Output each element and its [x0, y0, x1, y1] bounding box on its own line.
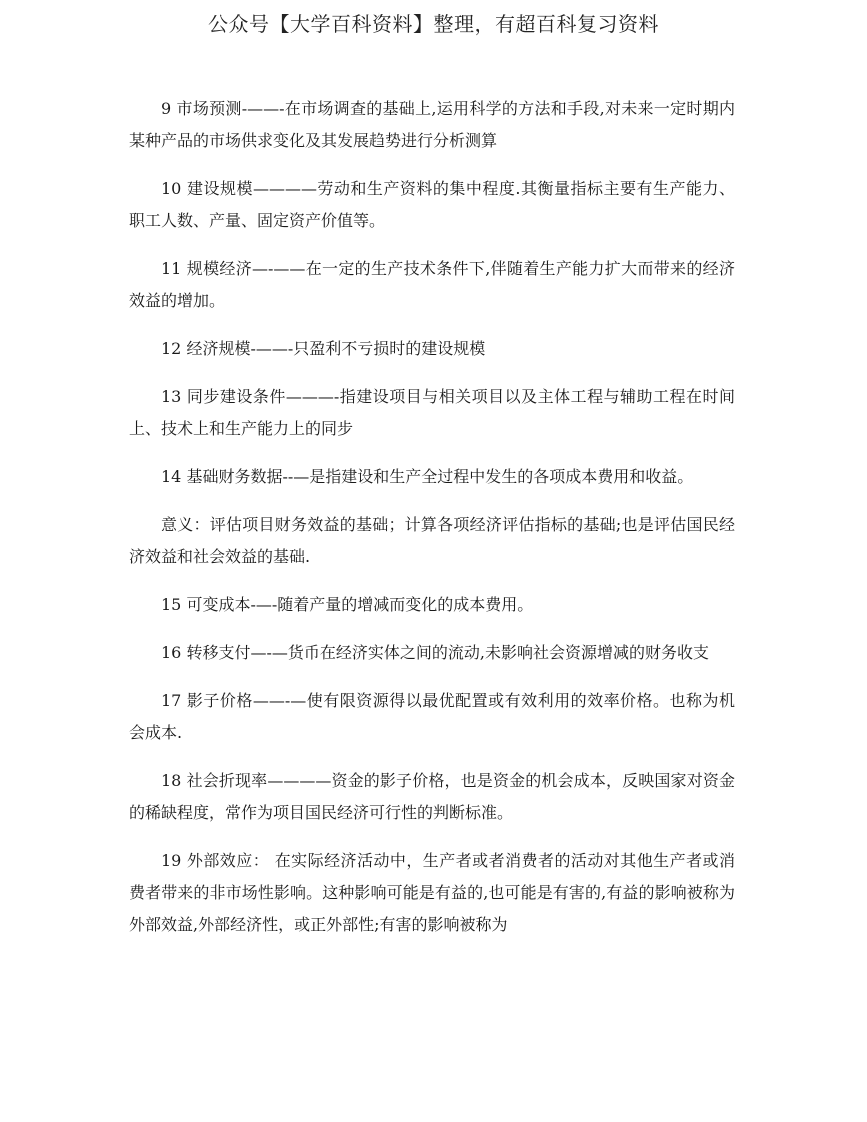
paragraph-transfer-payment: 16 转移支付—-—货币在经济实体之间的流动,未影响社会资源增减的财务收支: [161, 643, 709, 662]
paragraph-sync-construction: 13 同步建设条件———-指建设项目与相关项目以及主体工程与辅助工程在时间上、技术上和生产能力上的同步: [129, 387, 735, 438]
paragraph-economies-of-scale: 11 规模经济—-——在一定的生产技术条件下,伴随着生产能力扩大而带来的经济效益的增加。: [129, 259, 735, 310]
paragraph-construction-scale: 10 建设规模————劳动和生产资料的集中程度.其衡量指标主要有生产能力、职工人数、产量、固定资产价值等。: [129, 179, 735, 230]
paragraph-market-forecast: 9 市场预测-——-在市场调查的基础上,运用科学的方法和手段,对未来一定时期内某种产品的市场供求变化及其发展趋势进行分析测算: [129, 99, 735, 150]
paragraph-basic-financial-data: 14 基础财务数据--—是指建设和生产全过程中发生的各项成本费用和收益。: [161, 467, 694, 486]
paragraph-variable-cost: 15 可变成本-—-随着产量的增减而变化的成本费用。: [161, 595, 534, 614]
document-body: [129, 93, 735, 957]
paragraph-social-discount-rate: 18 社会折现率————资金的影子价格，也是资金的机会成本，反映国家对资金的稀缺程度，常作为项目国民经济可行性的判断标准。: [129, 771, 735, 822]
page-header: 公众号【大学百科资料】整理，有超百科复习资料: [208, 12, 659, 36]
paragraph-economic-scale: 12 经济规模-——-只盈利不亏损时的建设规模: [161, 339, 486, 358]
paragraph-shadow-price: 17 影子价格——-—使有限资源得以最优配置或有效利用的效率价格。也称为机会成本.: [129, 691, 735, 742]
paragraph-significance: 意义：评估项目财务效益的基础；计算各项经济评估指标的基础;也是评估国民经济效益和社会效益的基础.: [129, 515, 735, 566]
paragraph-externality: 19 外部效应： 在实际经济活动中，生产者或者消费者的活动对其他生产者或消费者带来的非市场性影响。这种影响可能是有益的,也可能是有害的,有益的影响被称为外部效益,外部经济性，或正外部性;有害的影响被称为: [129, 851, 735, 934]
